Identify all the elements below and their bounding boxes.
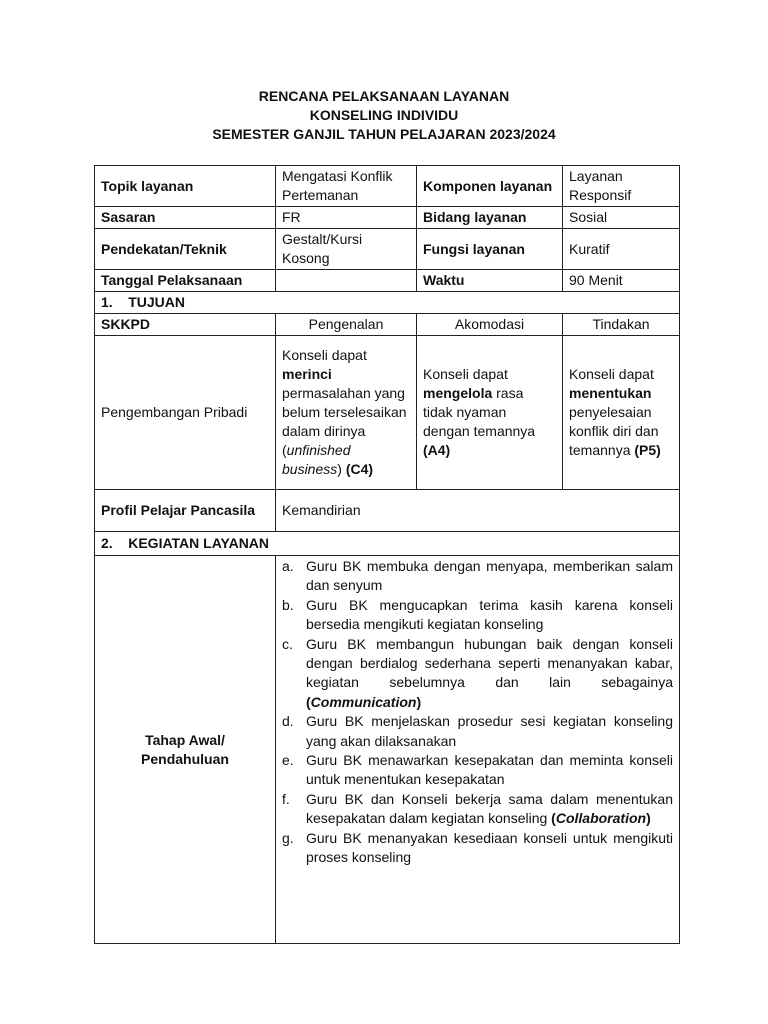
text-run: rasa tidak nyaman dengan temannya (423, 385, 536, 439)
text-run-italic: unfinished business (282, 442, 351, 477)
waktu-label: Waktu (417, 270, 563, 292)
komponen-value: Layanan Responsif (563, 166, 680, 207)
fungsi-value: Kuratif (563, 229, 680, 270)
text-run: ) (337, 461, 346, 477)
pendekatan-value: Gestalt/Kursi Kosong (276, 229, 417, 270)
step-emphasis: (Collaboration) (551, 810, 651, 827)
tujuan-heading: 1. TUJUAN (95, 292, 680, 314)
row-pendekatan (95, 229, 680, 270)
text-run-bold: (P5) (634, 442, 661, 458)
step-marker: b. (282, 596, 294, 613)
step-text: Guru BK membuka dengan menyapa, memberikan salam dan senyum (306, 558, 673, 594)
text-run: penyelesaian konflik diri dan temannya (569, 404, 659, 458)
doc-title-line3: SEMESTER GANJIL TAHUN PELAJARAN 2023/2024 (212, 126, 556, 142)
fungsi-label: Fungsi layanan (417, 229, 563, 270)
tahap-awal-steps-cell (276, 556, 680, 944)
step-item (282, 596, 673, 635)
profil-value: Kemandirian (276, 490, 680, 532)
step-marker: c. (282, 635, 293, 652)
step-item (282, 790, 673, 829)
row-kegiatan-heading (95, 532, 680, 556)
step-item (282, 712, 673, 751)
row-profil (95, 490, 680, 532)
row-tanggal (95, 270, 680, 292)
step-text: Guru BK mengucapkan terima kasih karena konseli bersedia mengikuti kegiatan konseling (306, 596, 673, 633)
step-text: Guru BK menawarkan kesepakatan dan meminta konseli untuk menentukan kesepakatan (306, 752, 673, 788)
tindakan-cell (563, 336, 680, 490)
waktu-value: 90 Menit (563, 270, 680, 292)
step-marker: f. (282, 790, 290, 807)
bidang-value: Sosial (563, 207, 680, 229)
text-run: Konseli dapat (423, 366, 508, 382)
skkpd-label: SKKPD (95, 314, 276, 336)
profil-label: Profil Pelajar Pancasila (95, 490, 276, 532)
text-run: Konseli dapat (282, 347, 367, 363)
row-pengembangan (95, 336, 680, 490)
step-item (282, 635, 673, 713)
steps-list (282, 557, 673, 868)
step-text: Guru BK dan Konseli bekerja sama dalam menentukan kesepakatan dalam kegiatan konseling (306, 790, 673, 827)
col-tindakan: Tindakan (563, 314, 680, 336)
row-tahap-awal (95, 556, 680, 944)
bidang-label: Bidang layanan (417, 207, 563, 229)
text-run-bold: (A4) (423, 442, 451, 458)
sasaran-label: Sasaran (95, 207, 276, 229)
col-akomodasi: Akomodasi (417, 314, 563, 336)
row-sasaran (95, 207, 680, 229)
text-run-bold: (C4) (345, 461, 374, 477)
text-run-bold: mengelola (423, 385, 493, 401)
pendekatan-label: Pendekatan/Teknik (95, 229, 276, 270)
step-marker: e. (282, 752, 294, 769)
step-marker: a. (282, 558, 294, 574)
row-skkpd (95, 314, 680, 336)
step-item (282, 751, 673, 790)
tanggal-label: Tanggal Pelaksanaan (95, 270, 276, 292)
step-item (282, 557, 673, 596)
step-text: Guru BK membangun hubungan baik dengan konseli dengan berdialog sederhana seperti menanyakan kabar, kegiatan sebelumnya dan lain sebagainya (306, 635, 673, 691)
akomodasi-cell (417, 336, 563, 490)
topik-value: Mengatasi Konflik Pertemanan (276, 166, 417, 207)
step-item (282, 829, 673, 868)
topik-label: Topik layanan (95, 166, 276, 207)
row-topik (95, 166, 680, 207)
tahap-awal-label: Tahap Awal/ Pendahuluan (95, 556, 276, 944)
sasaran-value: FR (276, 207, 417, 229)
row-tujuan-heading (95, 292, 680, 314)
doc-title-line1: RENCANA PELAKSANAAN LAYANAN (258, 88, 510, 104)
komponen-label: Komponen layanan (417, 166, 563, 207)
step-text: Guru BK menanyakan kesediaan konseli untuk mengikuti proses konseling (306, 829, 673, 866)
text-run-bold: menentukan (569, 385, 652, 401)
text-run: Konseli dapat (569, 366, 654, 382)
doc-title-line2: KONSELING INDIVIDU (309, 107, 459, 123)
step-marker: g. (282, 829, 294, 846)
kegiatan-heading: 2. KEGIATAN LAYANAN (95, 532, 680, 556)
step-emphasis: (Communication) (306, 693, 422, 710)
step-text: Guru BK menjelaskan prosedur sesi kegiatan konseling yang akan dilaksanakan (306, 713, 673, 749)
step-marker: d. (282, 713, 294, 730)
pengembangan-label: Pengembangan Pribadi (95, 336, 276, 490)
text-run: permasalahan yang belum terselesaikan dalam dirinya ( (282, 385, 407, 458)
rpl-table (94, 165, 680, 944)
col-pengenalan: Pengenalan (276, 314, 417, 336)
tanggal-value (276, 270, 417, 292)
text-run-bold: merinci (282, 366, 332, 382)
pengenalan-cell (276, 336, 417, 490)
